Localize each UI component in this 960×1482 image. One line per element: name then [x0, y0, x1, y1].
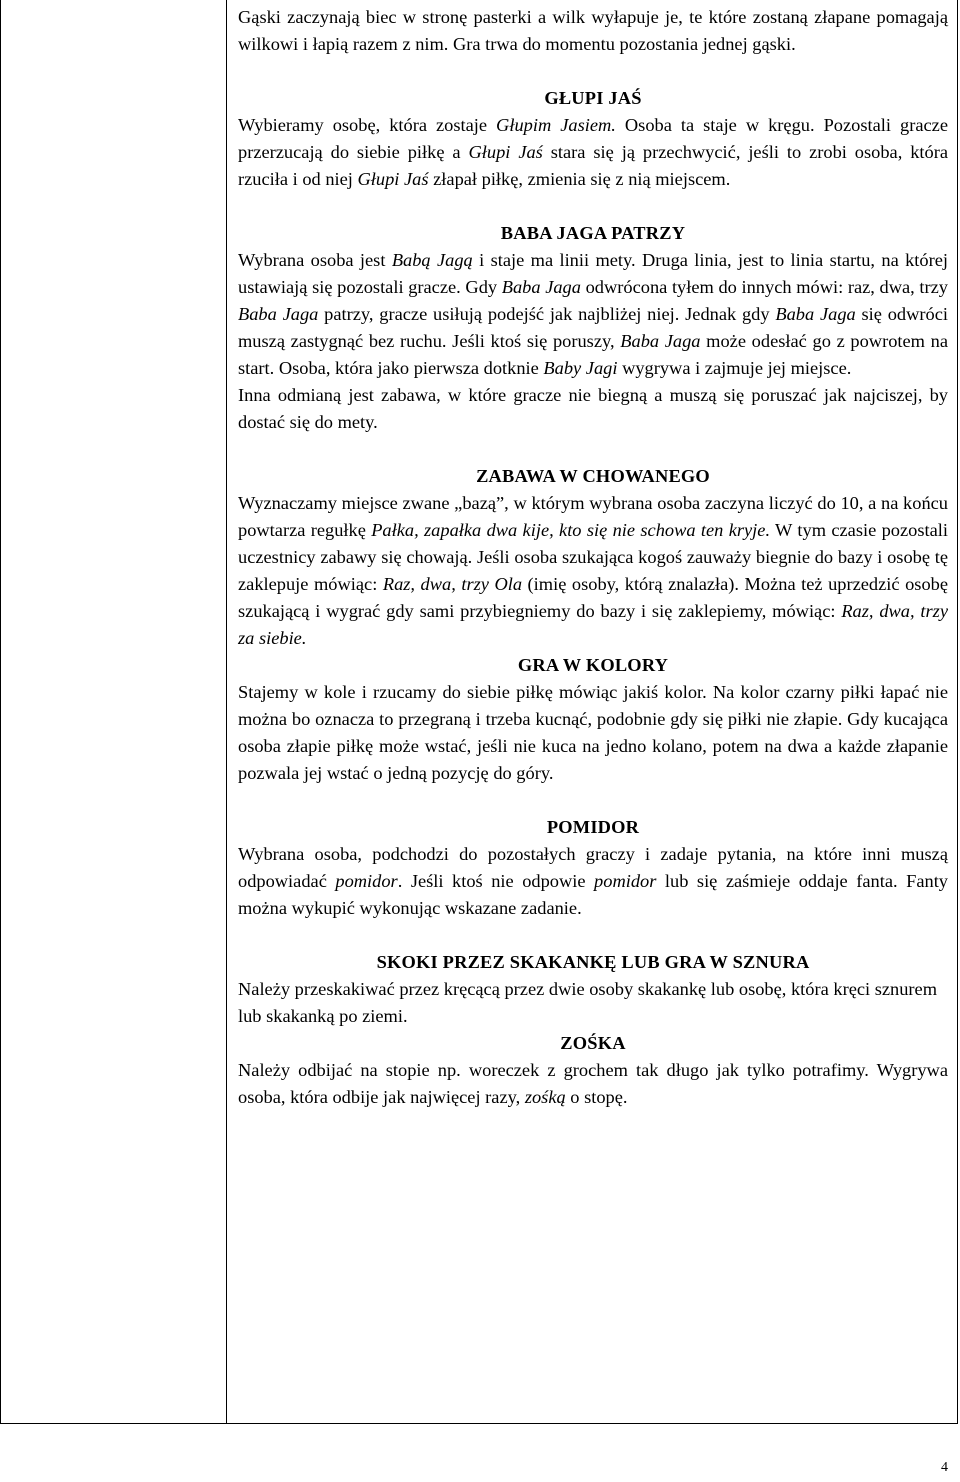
document-content [238, 4, 948, 1111]
glupi-jas-heading: GŁUPI JAŚ [544, 88, 642, 108]
pomidor-paragraph: Wybrana osoba, podchodzi do pozostałych graczy i zadaje pytania, na które inni muszą odpowiadać pomidor. Jeśli ktoś nie odpowie pomidor lub się zaśmieje oddaje fanta. Fanty można wykupić wykonując wskazane zadanie. [238, 844, 948, 918]
chowany-paragraph: Wyznaczamy miejsce zwane „bazą”, w którym wybrana osoba zaczyna liczyć do 10, a na końcu powtarza regułkę Pałka, zapałka dwa kije, kto się nie schowa ten kryje. W tym czasie pozostali uczestnicy zabawy się chowają. Jeśli osoba szukająca kogoś zauważy biegnie do bazy i osobę tę zaklepuje mówiąc: Raz, dwa, trzy Ola (imię osoby, którą znalazła). Można też uprzedzić osobę szukającą i wygrać gdy sami przybiegniemy do bazy i się zaklepiemy, mówiąc: Raz, dwa, trzy za siebie. [238, 493, 948, 648]
skakanka-heading: SKOKI PRZEZ SKAKANKĘ LUB GRA W SZNURA [376, 952, 810, 972]
intro-paragraph: Gąski zaczynają biec w stronę pasterki a wilk wyłapuje je, te które zostaną złapane pomagają wilkowi i łapią razem z nim. Gra trwa do momentu pozostania jednej gąski. [238, 7, 948, 54]
pomidor-heading: POMIDOR [546, 817, 640, 837]
kolory-paragraph: Stajemy w kole i rzucamy do siebie piłkę mówiąc jakiś kolor. Na kolor czarny piłki łapać nie można bo oznacza to przegraną i trzeba kucnąć, podobnie gdy się piłki nie złapie. Gdy kucająca osoba złapie piłkę może wstać, jeśli nie kuca na jedno kolano, potem na dwa a każde złapanie pozwala jej wstać o jedną pozycję do góry. [238, 682, 948, 783]
zoska-heading: ZOŚKA [560, 1033, 626, 1053]
baba-jaga-paragraph: Wybrana osoba jest Babą Jagą i staje ma linii mety. Druga linia, jest to linia startu, na której ustawiają się pozostali gracze. Gdy Baba Jaga odwrócona tyłem do innych mówi: raz, dwa, trzy Baba Jaga patrzy, gracze usiłują podejść jak najbliżej niej. Jednak gdy Baba Jaga się odwróci muszą zastygnąć bez ruchu. Jeśli ktoś się poruszy, Baba Jaga może odesłać go z powrotem na start. Osoba, która jako pierwsza dotknie Baby Jagi wygrywa i zajmuje jej miejsce. [238, 250, 948, 378]
chowany-heading: ZABAWA W CHOWANEGO [476, 466, 710, 486]
column-divider [226, 0, 227, 1424]
skakanka-paragraph: Należy przeskakiwać przez kręcącą przez dwie osoby skakankę lub osobę, która kręci sznurem lub skakanką po ziemi. [238, 979, 938, 1026]
kolory-heading: GRA W KOLORY [517, 655, 669, 675]
page-number: 4 [941, 1460, 948, 1475]
baba-jaga-variant-paragraph: Inna odmianą jest zabawa, w które gracze nie biegną a muszą się poruszać jak najciszej, by dostać się do mety. [238, 385, 948, 432]
zoska-paragraph: Należy odbijać na stopie np. woreczek z grochem tak długo jak tylko potrafimy. Wygrywa osoba, która odbije jak najwięcej razy, zośką o stopę. [238, 1060, 948, 1107]
baba-jaga-heading: BABA JAGA PATRZY [500, 223, 686, 243]
glupi-jas-paragraph: Wybieramy osobę, która zostaje Głupim Jasiem. Osoba ta staje w kręgu. Pozostali gracze przerzucają do siebie piłkę a Głupi Jaś stara się ją przechwycić, jeśli to zrobi osoba, która rzuciła i od niej Głupi Jaś złapał piłkę, zmienia się z nią miejscem. [238, 115, 948, 189]
